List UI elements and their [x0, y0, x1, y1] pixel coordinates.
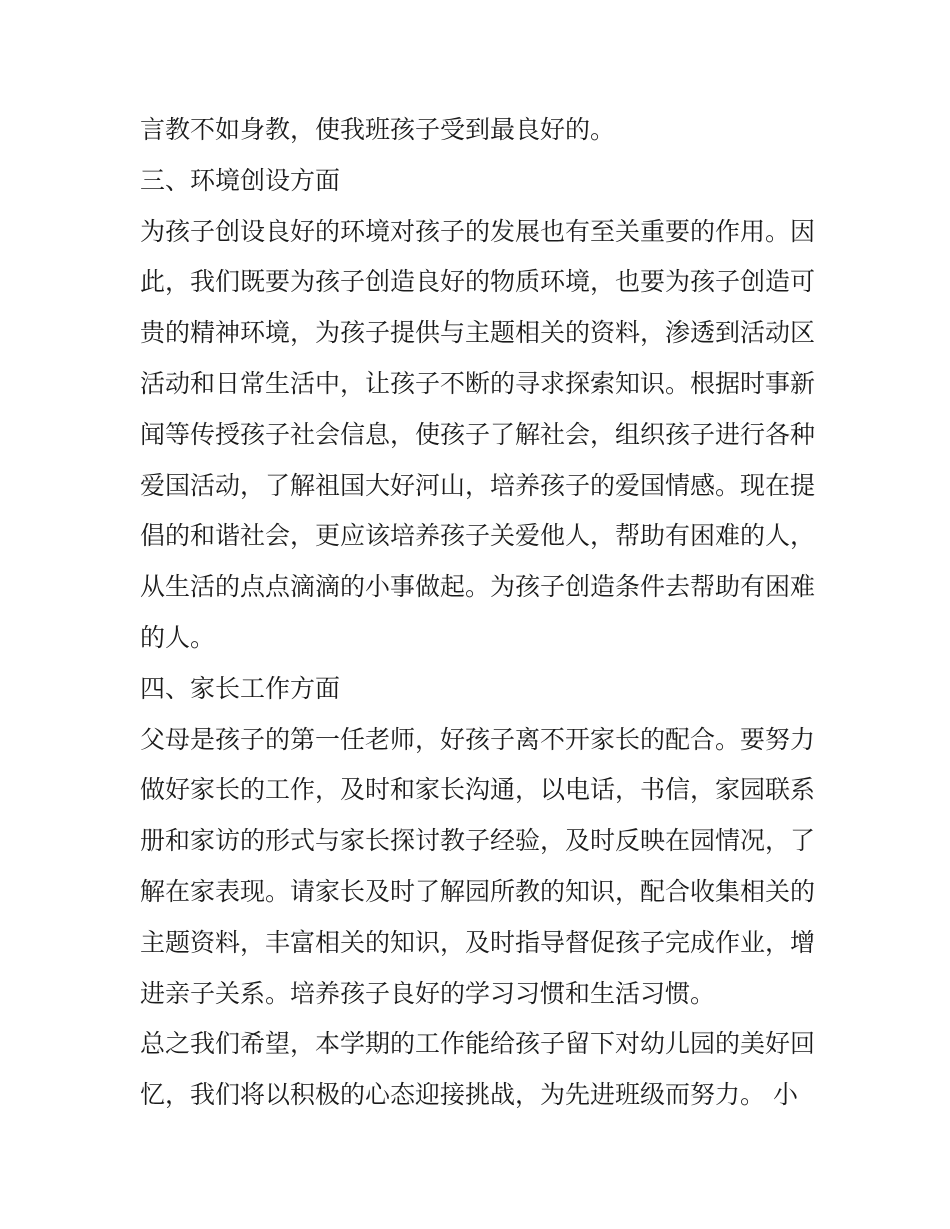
text-line: 解在家表现。请家长及时了解园所教的知识，配合收集相关的: [140, 876, 816, 906]
section-heading-parents: 四、家长工作方面: [140, 673, 341, 703]
text-line: 做好家长的工作，及时和家长沟通，以电话，书信，家园联系: [140, 775, 816, 805]
text-line: 的人。: [140, 622, 216, 652]
text-line: 册和家访的形式与家长探讨教子经验，及时反映在园情况，了: [140, 826, 816, 856]
text-line: 此，我们既要为孩子创造良好的物质环境，也要为孩子创造可: [140, 267, 816, 297]
text-line: 贵的精神环境，为孩子提供与主题相关的资料，渗透到活动区: [140, 318, 816, 348]
text-line: 父母是孩子的第一任老师，好孩子离不开家长的配合。要努力: [140, 724, 816, 754]
text-line: 进亲子关系。培养孩子良好的学习习惯和生活习惯。: [140, 978, 716, 1008]
text-line: 为孩子创设良好的环境对孩子的发展也有至关重要的作用。因: [140, 216, 816, 246]
text-line: 言教不如身教，使我班孩子受到最良好的。: [140, 115, 616, 144]
document-body: [140, 105, 820, 1121]
text-line: 总之我们希望，本学期的工作能给孩子留下对幼儿园的美好回: [140, 1029, 816, 1059]
section-heading-environment: 三、环境创设方面: [140, 165, 341, 195]
text-line: 闻等传授孩子社会信息，使孩子了解社会，组织孩子进行各种: [140, 419, 816, 449]
text-line: 倡的和谐社会，更应该培养孩子关爱他人，帮助有困难的人，: [140, 521, 816, 551]
text-line: 忆，我们将以积极的心态迎接挑战，为先进班级而努力。 小: [140, 1080, 798, 1110]
text-line: 爱国活动，了解祖国大好河山，培养孩子的爱国情感。现在提: [140, 470, 816, 500]
text-line: 活动和日常生活中，让孩子不断的寻求探索知识。根据时事新: [140, 368, 816, 398]
text-line: 从生活的点点滴滴的小事做起。为孩子创造条件去帮助有困难: [140, 572, 816, 602]
text-line: 主题资料，丰富相关的知识，及时指导督促孩子完成作业，增: [140, 927, 816, 957]
